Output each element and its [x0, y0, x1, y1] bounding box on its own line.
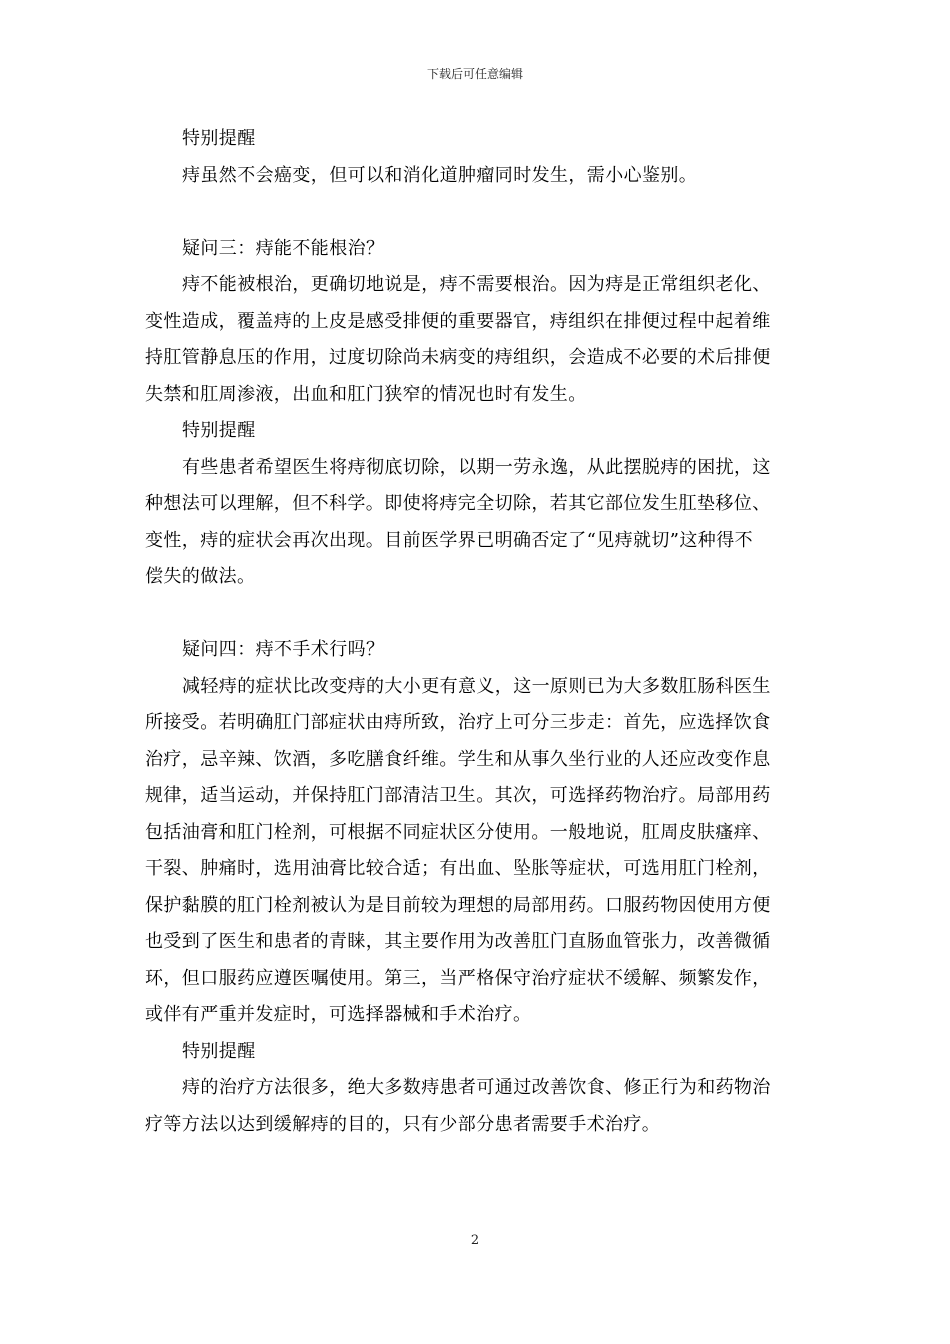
page-number: 2 — [470, 1233, 480, 1248]
paragraph-line: 治疗，忌辛辣、饮酒，多吃膳食纤维。学生和从事久坐行业的人还应改变作息 — [145, 748, 771, 770]
section-heading: 特别提醒 — [182, 420, 256, 441]
paragraph-line: 规律，适当运动，并保持肛门部清洁卫生。其次，可选择药物治疗。局部用药 — [145, 785, 771, 806]
paragraph-line: 或伴有严重并发症时，可选择器械和手术治疗。 — [145, 1004, 532, 1025]
paragraph-line: 有些患者希望医生将痔彻底切除，以期一劳永逸，从此摆脱痔的困扰，这 — [182, 456, 771, 478]
document-body — [145, 121, 809, 1143]
section-heading: 疑问三：痔能不能根治？ — [182, 237, 385, 259]
paragraph-line: 环，但口服药应遵医嘱使用。第三，当严格保守治疗症状不缓解、频繁发作， — [145, 967, 771, 989]
section-heading: 特别提醒 — [182, 1040, 256, 1062]
paragraph-line: 持肛管静息压的作用，过度切除尚未病变的痔组织，会造成不必要的术后排便 — [145, 347, 771, 368]
paragraph-line: 干裂、肿痛时，选用油膏比较合适；有出血、坠胀等症状，可选用肛门栓剂， — [145, 858, 771, 879]
paragraph-line: 保护黏膜的肛门栓剂被认为是目前较为理想的局部用药。口服药物因使用方便 — [145, 894, 771, 916]
paragraph-line: 变性，痔的症状会再次出现。目前医学界已明确否定了“见痔就切”这种得不 — [145, 529, 754, 551]
paragraph-line: 减轻痔的症状比改变痔的大小更有意义，这一原则已为大多数肛肠科医生 — [182, 675, 771, 697]
paragraph-gap — [145, 194, 809, 231]
paragraph-line: 所接受。若明确肛门部症状由痔所致，治疗上可分三步走：首先，应选择饮食 — [145, 712, 771, 733]
paragraph-line: 偿失的做法。 — [145, 566, 256, 587]
paragraph-line: 疗等方法以达到缓解痔的目的，只有少部分患者需要手术治疗。 — [145, 1113, 661, 1135]
paragraph-line: 痔的治疗方法很多，绝大多数痔患者可通过改善饮食、修正行为和药物治 — [182, 1077, 771, 1098]
paragraph — [145, 669, 809, 1034]
paragraph — [145, 1070, 809, 1143]
section-heading: 疑问四：痔不手术行吗？ — [182, 639, 385, 660]
page-header: 下载后可任意编辑 — [426, 67, 523, 81]
paragraph-line: 变性造成，覆盖痔的上皮是感受排便的重要器官，痔组织在排便过程中起着维 — [145, 310, 771, 332]
paragraph-line: 失禁和肛周渗液，出血和肛门狭窄的情况也时有发生。 — [145, 383, 587, 405]
paragraph — [145, 158, 809, 195]
paragraph — [145, 450, 809, 596]
paragraph-line: 也受到了医生和患者的青睐，其主要作用为改善肛门直肠血管张力，改善微循 — [145, 931, 771, 952]
paragraph-line: 种想法可以理解，但不科学。即使将痔完全切除，若其它部位发生肛垫移位、 — [145, 493, 771, 514]
paragraph-line: 包括油膏和肛门栓剂，可根据不同症状区分使用。一般地说，肛周皮肤瘙痒、 — [145, 821, 771, 843]
paragraph — [145, 267, 809, 413]
paragraph-gap — [145, 596, 809, 633]
paragraph-line: 痔不能被根治，更确切地说是，痔不需要根治。因为痔是正常组织老化、 — [182, 274, 771, 295]
section-heading: 特别提醒 — [182, 128, 256, 149]
paragraph-line: 痔虽然不会癌变，但可以和消化道肿瘤同时发生，需小心鉴别。 — [182, 164, 698, 186]
